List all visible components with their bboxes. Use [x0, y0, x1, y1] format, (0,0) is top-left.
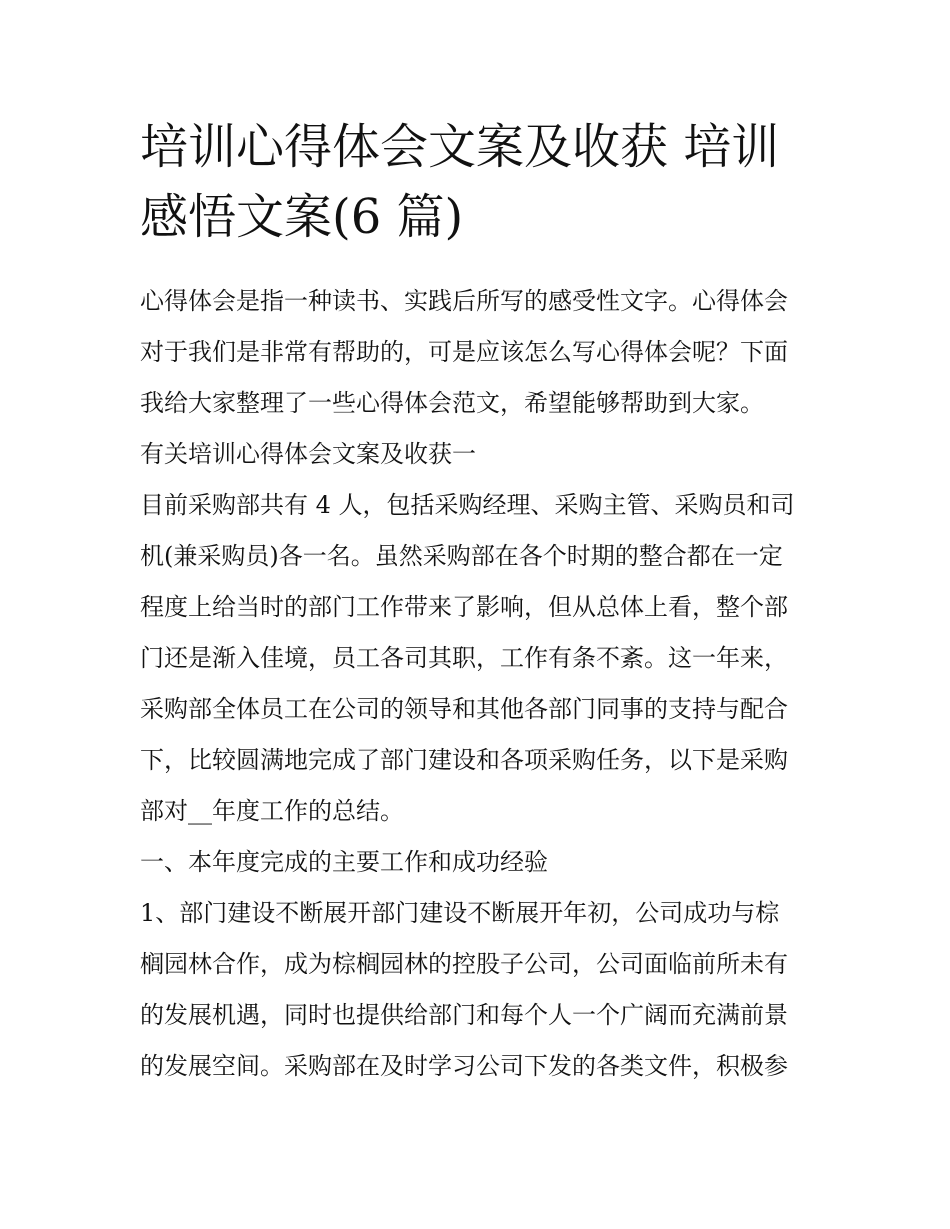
document-title [140, 112, 820, 252]
body-line: 程度上给当时的部门工作带来了影响，但从总体上看，整个部 [140, 593, 788, 621]
body-line: 的发展空间。采购部在及时学习公司下发的各类文件，积极参 [140, 1052, 788, 1080]
body-line: 机(兼采购员)各一名。虽然采购部在各个时期的整合都在一定 [140, 542, 783, 570]
body-line: 目前采购部共有 4 人，包括采购经理、采购主管、采购员和司 [140, 491, 795, 519]
body-line: 对于我们是非常有帮助的，可是应该怎么写心得体会呢？下面 [140, 338, 788, 366]
document-body [140, 276, 820, 1092]
body-line: 采购部全体员工在公司的领导和其他各部门同事的支持与配合 [140, 695, 788, 723]
body-line: 心得体会是指一种读书、实践后所写的感受性文字。心得体会 [140, 287, 788, 315]
body-line: 门还是渐入佳境，员工各司其职，工作有条不紊。这一年来， [140, 644, 788, 672]
body-line: 我给大家整理了一些心得体会范文，希望能够帮助到大家。 [140, 389, 764, 417]
section-heading: 有关培训心得体会文案及收获一 [140, 440, 476, 468]
body-line: 下，比较圆满地完成了部门建设和各项采购任务，以下是采购 [140, 746, 788, 774]
body-line: 的发展机遇，同时也提供给部门和每个人一个广阔而充满前景 [140, 1001, 788, 1029]
section-heading: 一、本年度完成的主要工作和成功经验 [140, 848, 548, 876]
title-line: 感悟文案(6 篇) [140, 189, 464, 245]
title-line: 培训心得体会文案及收获 培训 [140, 119, 780, 175]
body-line: 1、部门建设不断展开部门建设不断展开年初，公司成功与棕 [140, 899, 780, 927]
body-line: 榈园林合作，成为棕榈园林的控股子公司，公司面临前所未有 [140, 950, 788, 978]
body-line: 部对__年度工作的总结。 [140, 797, 404, 825]
